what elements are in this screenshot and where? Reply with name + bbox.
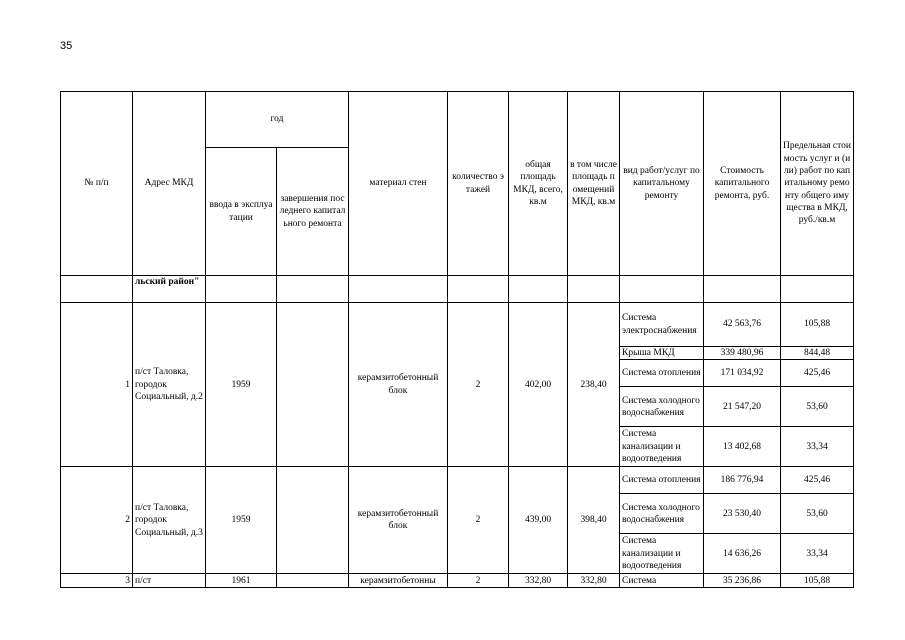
building-last-repair bbox=[277, 467, 349, 574]
header-premises-area: в том числе площадь помещений МКД, кв.м bbox=[568, 92, 620, 276]
header-floors: количество этажей bbox=[448, 92, 509, 276]
building-address: п/ст Таловка, городок Социальный, д.3 bbox=[133, 467, 206, 574]
work-cost: 14 636,26 bbox=[704, 534, 781, 574]
building-last-repair bbox=[277, 574, 349, 588]
building-floors: 2 bbox=[448, 574, 509, 588]
building-address: п/ст Таловка, городок Социальный, д.2 bbox=[133, 303, 206, 467]
work-limit: 844,48 bbox=[781, 347, 854, 360]
work-cost: 171 034,92 bbox=[704, 360, 781, 387]
header-total-area: общая площадь МКД, всего, кв.м bbox=[509, 92, 568, 276]
work-cost: 23 530,40 bbox=[704, 494, 781, 534]
building-num: 3 bbox=[61, 574, 133, 588]
table-row bbox=[61, 574, 854, 588]
work-name: Система холодного водоснабжения bbox=[620, 494, 704, 534]
work-name: Система канализации и водоотведения bbox=[620, 427, 704, 467]
building-year: 1961 bbox=[206, 574, 277, 588]
building-year: 1959 bbox=[206, 467, 277, 574]
work-name: Крыша МКД bbox=[620, 347, 704, 360]
header-year: год bbox=[206, 92, 349, 148]
building-floors: 2 bbox=[448, 303, 509, 467]
work-name: Система отопления bbox=[620, 360, 704, 387]
header-address: Адрес МКД bbox=[133, 92, 206, 276]
work-limit: 53,60 bbox=[781, 387, 854, 427]
work-cost: 42 563,76 bbox=[704, 303, 781, 347]
building-year: 1959 bbox=[206, 303, 277, 467]
building-premises-area: 398,40 bbox=[568, 467, 620, 574]
work-cost: 35 236,86 bbox=[704, 574, 781, 588]
work-limit: 425,46 bbox=[781, 360, 854, 387]
building-total-area: 402,00 bbox=[509, 303, 568, 467]
work-name: Система холодного водоснабжения bbox=[620, 387, 704, 427]
work-limit: 105,88 bbox=[781, 303, 854, 347]
page-number: 35 bbox=[60, 40, 73, 52]
work-limit: 33,34 bbox=[781, 534, 854, 574]
building-floors: 2 bbox=[448, 467, 509, 574]
capital-repair-table bbox=[60, 91, 854, 588]
header-num: № п/п bbox=[61, 92, 133, 276]
building-premises-area: 332,80 bbox=[568, 574, 620, 588]
work-cost: 13 402,68 bbox=[704, 427, 781, 467]
building-address: п/ст bbox=[133, 574, 206, 588]
header-work-type: вид работ/услуг по капитальному ремонту bbox=[620, 92, 704, 276]
district-label: льский район" bbox=[133, 276, 206, 303]
table-row bbox=[61, 467, 854, 494]
district-row-empty bbox=[61, 276, 133, 303]
building-material: керамзитобетонный блок bbox=[349, 467, 448, 574]
header-commission-year: ввода в эксплуатации bbox=[206, 148, 277, 276]
table-row bbox=[61, 303, 854, 347]
work-name: Система отопления bbox=[620, 467, 704, 494]
work-name: Система bbox=[620, 574, 704, 588]
work-limit: 105,88 bbox=[781, 574, 854, 588]
work-cost: 21 547,20 bbox=[704, 387, 781, 427]
building-last-repair bbox=[277, 303, 349, 467]
work-limit: 53,60 bbox=[781, 494, 854, 534]
building-material: керамзитобетонный блок bbox=[349, 303, 448, 467]
header-limit-cost: Предельная стоимость услуг и (или) работ по капитальному ремонту общего имущества в МКД, руб./кв.м bbox=[781, 92, 854, 276]
header-wall-material: материал стен bbox=[349, 92, 448, 276]
work-cost: 339 480,96 bbox=[704, 347, 781, 360]
building-premises-area: 238,40 bbox=[568, 303, 620, 467]
building-num: 1 bbox=[61, 303, 133, 467]
work-name: Система канализации и водоотведения bbox=[620, 534, 704, 574]
work-name: Система электроснабжения bbox=[620, 303, 704, 347]
header-last-repair-year: завершения последнего капитального ремонта bbox=[277, 148, 349, 276]
work-limit: 33,34 bbox=[781, 427, 854, 467]
building-total-area: 332,80 bbox=[509, 574, 568, 588]
work-cost: 186 776,94 bbox=[704, 467, 781, 494]
building-total-area: 439,00 bbox=[509, 467, 568, 574]
work-limit: 425,46 bbox=[781, 467, 854, 494]
building-num: 2 bbox=[61, 467, 133, 574]
building-material: керамзитобетонны bbox=[349, 574, 448, 588]
header-cost: Стоимость капитального ремонта, руб. bbox=[704, 92, 781, 276]
